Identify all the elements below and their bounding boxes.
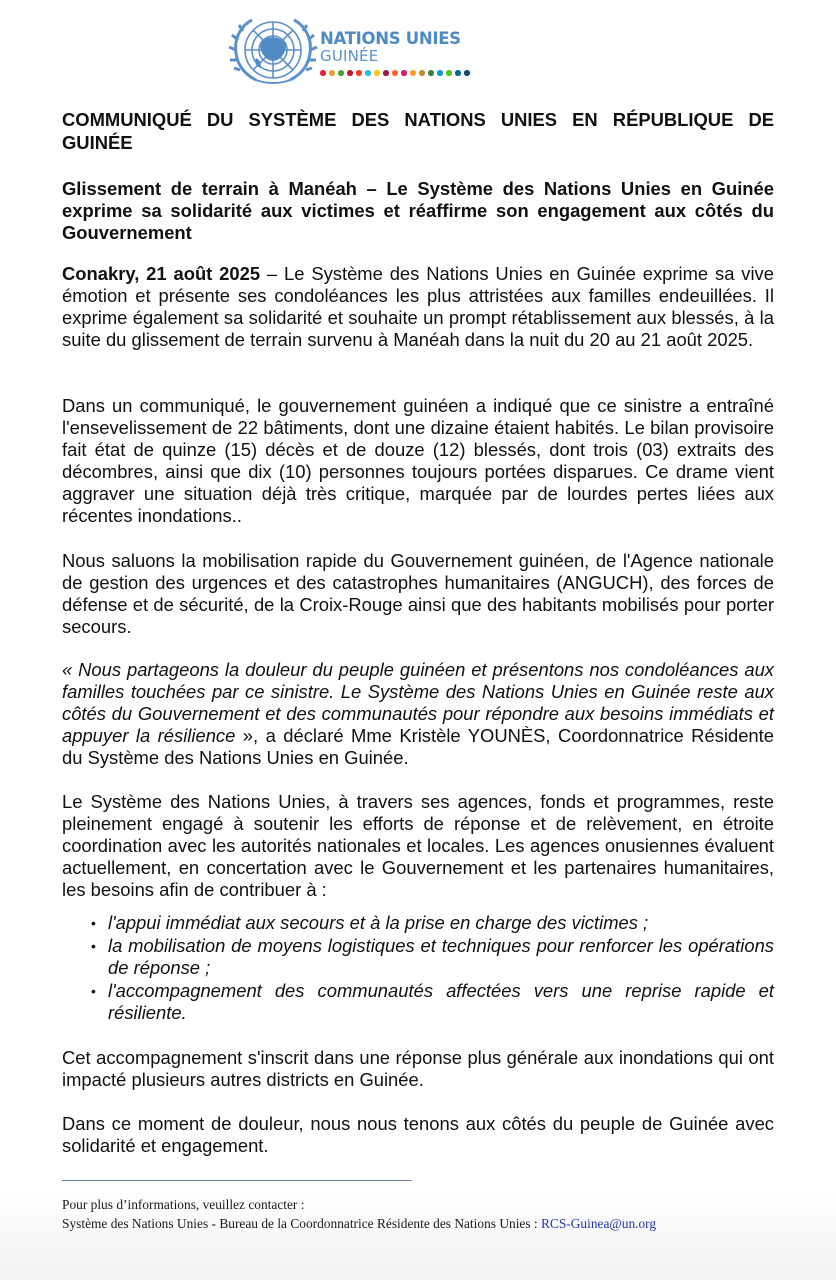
- bullet-icon: •: [91, 983, 96, 999]
- footer-contact: [62, 1195, 822, 1233]
- sdg-dot: [455, 70, 461, 76]
- footer-divider: [62, 1180, 412, 1181]
- document-subtitle: Glissement de terrain à Manéah – Le Système des Nations Unies en Guinée exprime sa solidarité aux victimes et réaffirme son engagement aux côtés du Gouvernement: [62, 178, 774, 243]
- paragraph-engagement: Le Système des Nations Unies, à travers ses agences, fonds et programmes, reste pleinement engagé à soutenir les efforts de réponse et de relèvement, en étroite coordination avec les autorités nationales et locales. Les agences onusiennes évaluent actuellement, en concertation avec le Gouvernement et les partenaires humanitaires, les besoins afin de contribuer à :: [62, 791, 774, 900]
- dateline: Conakry, 21 août 2025: [62, 263, 261, 284]
- list-item: [62, 980, 774, 1024]
- sdg-dot: [365, 70, 371, 76]
- paragraph-intro: [62, 263, 774, 351]
- coordinator-quote: « Nous partageons la douleur du peuple guinéen et présentons nos condoléances aux familles touchées par ce sinistre. Le Système des Nations Unies en Guinée reste aux côtés du Gouvernement et des communautés pour répondre aux besoins immédiats et appuyer la résilience: [62, 659, 774, 746]
- logo-subtitle: GUINÉE: [320, 47, 379, 65]
- sdg-dot: [356, 70, 362, 76]
- paragraph-quote: [62, 659, 774, 769]
- un-emblem-icon: [226, 14, 320, 86]
- sdg-dot: [401, 70, 407, 76]
- sdg-dot: [419, 70, 425, 76]
- sdg-dot: [320, 70, 326, 76]
- bullet-icon: •: [91, 938, 96, 954]
- bullet-icon: •: [91, 915, 96, 931]
- sdg-dot: [464, 70, 470, 76]
- list-item-text: la mobilisation de moyens logistiques et techniques pour renforcer les opérations de réponse ;: [108, 935, 774, 978]
- contact-organization: Système des Nations Unies - Bureau de la Coordonnatrice Résidente des Nations Unies :: [62, 1216, 541, 1231]
- sdg-dot: [410, 70, 416, 76]
- needs-list: [62, 912, 774, 1025]
- contact-email-link[interactable]: RCS-Guinea@un.org: [540, 1216, 657, 1231]
- sdg-dot: [392, 70, 398, 76]
- sdg-color-dots: [320, 70, 470, 76]
- sdg-dot: [437, 70, 443, 76]
- contact-line: [62, 1214, 822, 1233]
- list-item: [62, 912, 774, 934]
- logo-text: [320, 30, 470, 76]
- paragraph-intro-text: – Le Système des Nations Unies en Guinée exprime sa vive émotion et présente ses condoléances les plus attristées aux familles endeuillées. Il exprime également sa solidarité et souhaite un prompt rétablissement aux blessés, à la suite du glissement de terrain survenu à Manéah dans la nuit du 20 au 21 août 2025.: [62, 263, 774, 350]
- quote-attribution: », a déclaré Mme Kristèle YOUNÈS, Coordonnatrice Résidente du Système des Nations Unies en Guinée.: [62, 725, 774, 768]
- un-guinea-logo: [226, 14, 526, 86]
- paragraph-casualties: Dans un communiqué, le gouvernement guinéen a indiqué que ce sinistre a entraîné l'ensevelissement de 22 bâtiments, dont une dizaine étaient habités. Le bilan provisoire fait état de quinze (15) décès et de douze (12) blessés, dont trois (03) extraits des décombres, ainsi que dix (10) personnes toujours portées disparues. Ce drame vient aggraver une situation déjà très critique, marquée par de lourdes pertes liées aux récentes inondations..: [62, 395, 774, 526]
- contact-intro: Pour plus d’informations, veuillez contacter :: [62, 1197, 305, 1212]
- paragraph-mobilisation: Nous saluons la mobilisation rapide du Gouvernement guinéen, de l'Agence nationale de gestion des urgences et des catastrophes humanitaires (ANGUCH), des forces de défense et de sécurité, de la Croix-Rouge ainsi que des habitants mobilisés pour porter secours.: [62, 550, 774, 637]
- paragraph-context: Cet accompagnement s'inscrit dans une réponse plus générale aux inondations qui ont impacté plusieurs autres districts en Guinée.: [62, 1047, 774, 1090]
- sdg-dot: [428, 70, 434, 76]
- logo-title: NATIONS UNIES: [320, 29, 461, 48]
- list-item: [62, 935, 774, 979]
- paragraph-closing: Dans ce moment de douleur, nous nous tenons aux côtés du peuple de Guinée avec solidarité et engagement.: [62, 1113, 774, 1156]
- sdg-dot: [446, 70, 452, 76]
- list-item-text: l'appui immédiat aux secours et à la prise en charge des victimes ;: [108, 912, 649, 933]
- sdg-dot: [347, 70, 353, 76]
- sdg-dot: [329, 70, 335, 76]
- sdg-dot: [374, 70, 380, 76]
- sdg-dot: [383, 70, 389, 76]
- sdg-dot: [338, 70, 344, 76]
- document-title: COMMUNIQUÉ DU SYSTÈME DES NATIONS UNIES EN RÉPUBLIQUE DE GUINÉE: [62, 109, 774, 153]
- list-item-text: l'accompagnement des communautés affectées vers une reprise rapide et résiliente.: [108, 980, 774, 1023]
